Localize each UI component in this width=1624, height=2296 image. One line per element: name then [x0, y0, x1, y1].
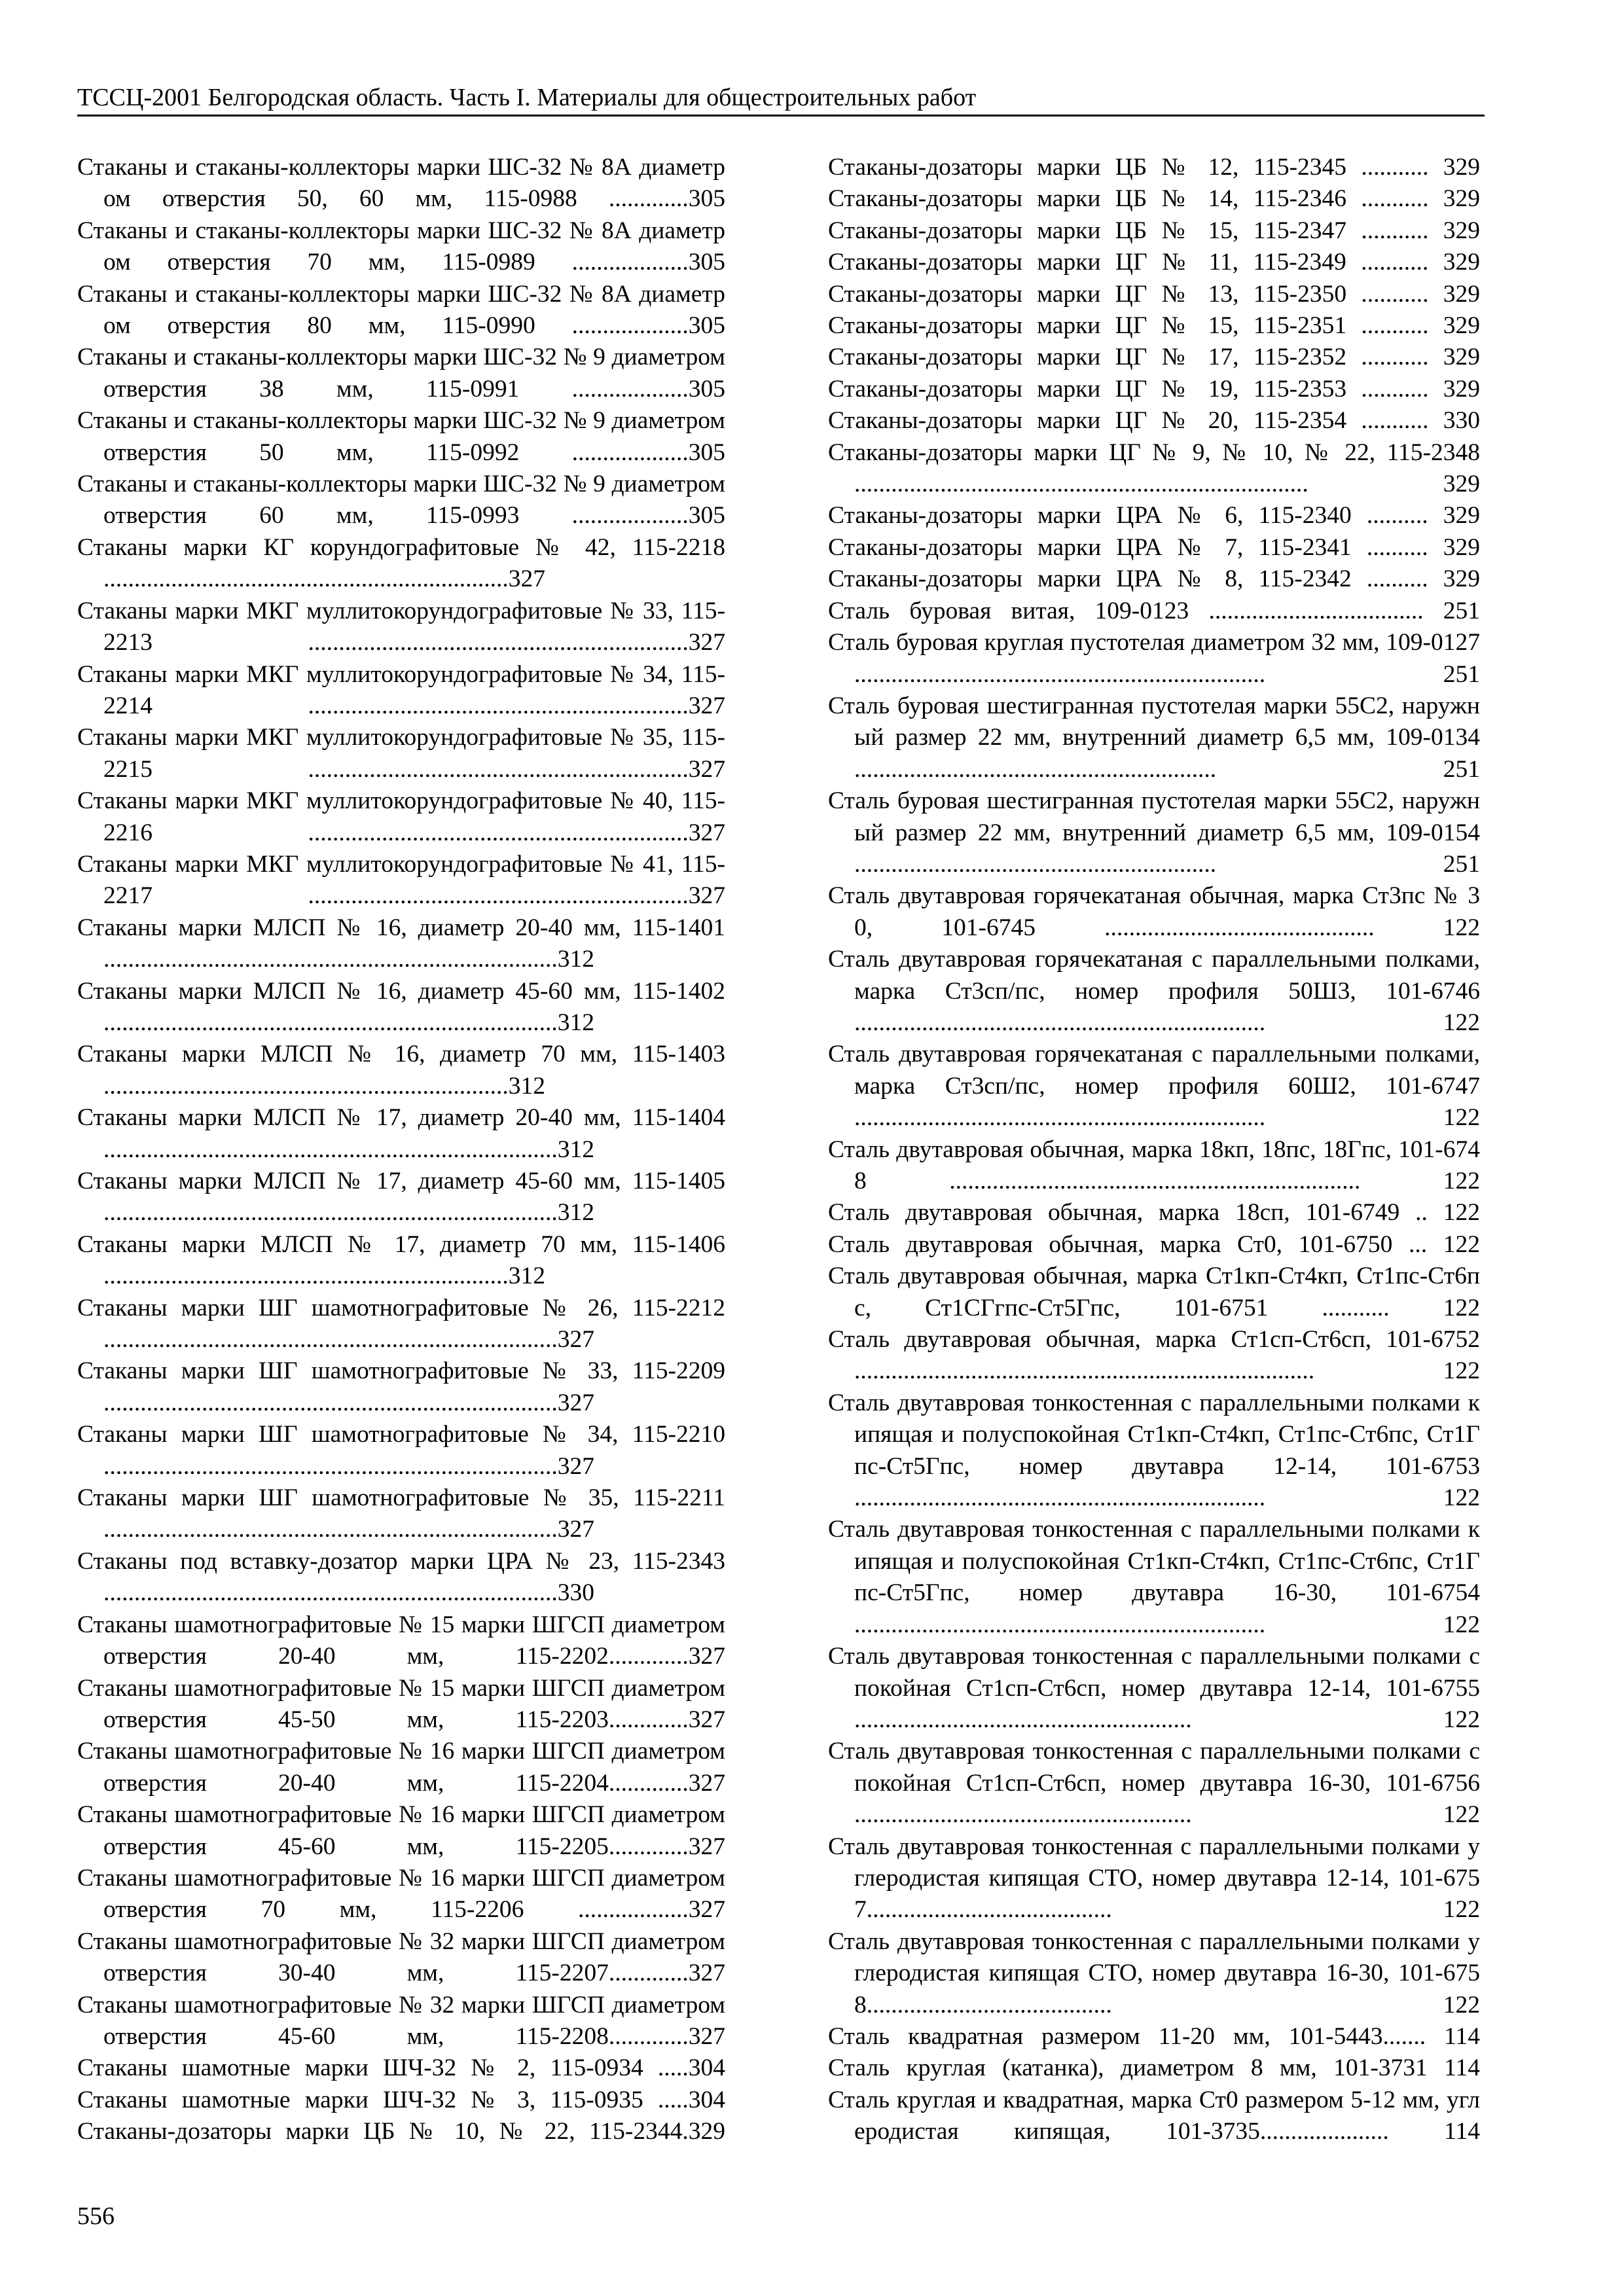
index-entry: Сталь двутавровая горячекатаная обычная, марка Ст3пс № 30, 101-6745 ............................................ 122: [828, 882, 1480, 941]
index-entry: Стаканы шамотнографитовые № 32 марки ШГСП диаметром отверстия 45-60 мм, 115-2208.............327: [77, 1991, 725, 2050]
index-entry: Сталь буровая шестигранная пустотелая марки 55С2, наружный размер 22 мм, внутренний диаметр 6,5 мм, 109-0154 ........................................................... 251: [828, 787, 1480, 878]
index-entry: Стаканы-дозаторы марки ЦБ № 15, 115-2347 ........... 329: [828, 217, 1480, 244]
index-entry: Стаканы марки ШГ шамотнографитовые № 34, 115-2210 ..........................................................................327: [77, 1421, 725, 1480]
index-entry: Стаканы-дозаторы марки ЦБ № 10, № 22, 115-2344.329: [77, 2118, 725, 2145]
index-entry: Сталь двутавровая тонкостенная с параллельными полками спокойная Ст1сп-Ст6сп, номер двутавра 12-14, 101-6755 ....................................................... 122: [828, 1643, 1480, 1733]
index-entry: Стаканы марки МЛСП № 17, диаметр 45-60 мм, 115-1405 ..........................................................................312: [77, 1168, 725, 1227]
index-entry: Стаканы шамотнографитовые № 15 марки ШГСП диаметром отверстия 45-50 мм, 115-2203.............327: [77, 1674, 725, 1733]
index-entry: Стаканы шамотные марки ШЧ-32 № 2, 115-0934 .....304: [77, 2054, 725, 2082]
index-entry: Стаканы шамотнографитовые № 32 марки ШГСП диаметром отверстия 30-40 мм, 115-2207.............327: [77, 1928, 725, 1987]
index-entry: Стаканы-дозаторы марки ЦБ № 12, 115-2345 ........... 329: [828, 154, 1480, 181]
index-entry: Стаканы-дозаторы марки ЦГ № 17, 115-2352 ........... 329: [828, 344, 1480, 371]
index-entry: Стаканы марки ШГ шамотнографитовые № 26, 115-2212 ..........................................................................327: [77, 1294, 725, 1354]
index-entry: Сталь квадратная размером 11-20 мм, 101-5443....... 114: [828, 2022, 1480, 2050]
index-entry: Стаканы шамотнографитовые № 16 марки ШГСП диаметром отверстия 70 мм, 115-2206 ..................327: [77, 1864, 725, 1924]
index-entry: Стаканы под вставку-дозатор марки ЦРА № 23, 115-2343 ..........................................................................330: [77, 1547, 725, 1607]
index-entry: Сталь двутавровая тонкостенная с параллельными полками углеродистая кипящая СТО, номер двутавра 12-14, 101-6757........................................ 122: [828, 1833, 1480, 1924]
index-entry: Стаканы шамотнографитовые № 16 марки ШГСП диаметром отверстия 45-60 мм, 115-2205.............327: [77, 1801, 725, 1860]
index-entry: Сталь буровая шестигранная пустотелая марки 55С2, наружный размер 22 мм, внутренний диаметр 6,5 мм, 109-0134 ........................................................... 251: [828, 692, 1480, 783]
index-entry: Стаканы и стаканы-коллекторы марки ШС-32 № 8А диаметром отверстия 80 мм, 115-0990 ...................305: [77, 280, 725, 340]
index-entry: Сталь двутавровая горячекатаная с параллельными полками, марка Ст3сп/пс, номер профиля 60Ш2, 101-6747 ................................................................... 122: [828, 1041, 1480, 1132]
index-entry: Стаканы-дозаторы марки ЦГ № 15, 115-2351 ........... 329: [828, 312, 1480, 340]
index-entry: Стаканы и стаканы-коллекторы марки ШС-32 № 9 диаметром отверстия 60 мм, 115-0993 ...................305: [77, 471, 725, 529]
page-number: 556: [77, 2202, 115, 2230]
index-entry: Стаканы-дозаторы марки ЦРА № 6, 115-2340 .......... 329: [828, 502, 1480, 529]
index-entry: Стаканы марки ШГ шамотнографитовые № 35, 115-2211 ..........................................................................327: [77, 1484, 725, 1543]
index-entry: Стаканы и стаканы-коллекторы марки ШС-32 № 9 диаметром отверстия 38 мм, 115-0991 ...................305: [77, 344, 725, 403]
index-entry: Сталь двутавровая обычная, марка Ст1сп-Ст6сп, 101-6752 ........................................................................... 122: [828, 1326, 1480, 1385]
index-entry: Стаканы шамотнографитовые № 16 марки ШГСП диаметром отверстия 20-40 мм, 115-2204.............327: [77, 1738, 725, 1797]
index-entry: Сталь двутавровая тонкостенная с параллельными полками кипящая и полуспокойная Ст1кп-Ст4кп, Ст1пс-Ст6пс, Ст1Гпс-Ст5Гпс, номер двутавра 16-30, 101-6754 ................................................................... 122: [828, 1516, 1480, 1638]
index-entry: Сталь буровая круглая пустотелая диаметром 32 мм, 109-0127 ................................................................... 251: [828, 629, 1480, 688]
index-entry: Сталь двутавровая тонкостенная с параллельными полками спокойная Ст1сп-Ст6сп, номер двутавра 16-30, 101-6756 ....................................................... 122: [828, 1738, 1480, 1829]
index-entry: Стаканы-дозаторы марки ЦРА № 8, 115-2342 .......... 329: [828, 565, 1480, 593]
index-entry: Стаканы-дозаторы марки ЦГ № 13, 115-2350 ........... 329: [828, 280, 1480, 308]
index-entry: Стаканы марки КГ корундографитовые № 42, 115-2218 ..................................................................327: [77, 533, 725, 593]
index-entry: Стаканы марки МКГ муллитокорундографитовые № 33, 115-2213 ..............................................................327: [77, 597, 725, 656]
index-entry: Сталь двутавровая обычная, марка Ст1кп-Ст4кп, Ст1пс-Ст6пс, Ст1СГгпс-Ст5Гпс, 101-6751 ........... 122: [828, 1263, 1480, 1321]
index-entry: Сталь буровая витая, 109-0123 ................................... 251: [828, 597, 1480, 624]
index-entry: Стаканы марки МЛСП № 16, диаметр 45-60 мм, 115-1402 ..........................................................................312: [77, 977, 725, 1036]
index-entry: Стаканы-дозаторы марки ЦГ № 19, 115-2353 ........... 329: [828, 375, 1480, 403]
index-entry: Стаканы-дозаторы марки ЦГ № 20, 115-2354 ........... 330: [828, 407, 1480, 435]
index-entry: Стаканы марки МЛСП № 17, диаметр 20-40 мм, 115-1404 ..........................................................................312: [77, 1104, 725, 1163]
index-entry: Сталь двутавровая горячекатаная с параллельными полками, марка Ст3сп/пс, номер профиля 50Ш3, 101-6746 ................................................................... 122: [828, 946, 1480, 1036]
index-entry: Сталь двутавровая обычная, марка 18кп, 18пс, 18Гпс, 101-6748 ................................................................... 122: [828, 1136, 1480, 1194]
index-entry: Стаканы-дозаторы марки ЦБ № 14, 115-2346 ........... 329: [828, 185, 1480, 213]
index-entry: Сталь двутавровая обычная, марка Ст0, 101-6750 ... 122: [828, 1230, 1480, 1258]
index-entry: Стаканы и стаканы-коллекторы марки ШС-32 № 9 диаметром отверстия 50 мм, 115-0992 ...................305: [77, 407, 725, 466]
index-column-left: [77, 152, 725, 2148]
index-entry: Стаканы и стаканы-коллекторы марки ШС-32 № 8А диаметром отверстия 50, 60 мм, 115-0988 .............305: [77, 154, 725, 213]
index-entry: Сталь двутавровая тонкостенная с параллельными полками кипящая и полуспокойная Ст1кп-Ст4кп, Ст1пс-Ст6пс, Ст1Гпс-Ст5Гпс, номер двутавра 12-14, 101-6753 ................................................................... 122: [828, 1389, 1480, 1512]
index-entry: Стаканы и стаканы-коллекторы марки ШС-32 № 8А диаметром отверстия 70 мм, 115-0989 ...................305: [77, 217, 725, 276]
index-entry: Стаканы марки МКГ муллитокорундографитовые № 34, 115-2214 ..............................................................327: [77, 660, 725, 719]
index-entry: Стаканы марки МЛСП № 16, диаметр 20-40 мм, 115-1401 ..........................................................................312: [77, 914, 725, 973]
index-entry: Сталь круглая и квадратная, марка Ст0 размером 5-12 мм, углеродистая кипящая, 101-3735..................... 114: [828, 2086, 1480, 2145]
index-entry: Стаканы-дозаторы марки ЦГ № 11, 115-2349 ........... 329: [828, 249, 1480, 276]
index-entry: Стаканы марки МКГ муллитокорундографитовые № 41, 115-2217 ..............................................................327: [77, 850, 725, 910]
index-entry: Стаканы-дозаторы марки ЦРА № 7, 115-2341 .......... 329: [828, 533, 1480, 561]
index-entry: Стаканы-дозаторы марки ЦГ № 9, № 10, № 22, 115-2348 .......................................................................... 329: [828, 439, 1480, 498]
index-entry: Сталь круглая (катанка), диаметром 8 мм, 101-3731 114: [828, 2054, 1480, 2082]
index-entry: Стаканы марки ШГ шамотнографитовые № 33, 115-2209 ..........................................................................327: [77, 1357, 725, 1416]
index-entry: Стаканы марки МКГ муллитокорундографитовые № 35, 115-2215 ..............................................................327: [77, 724, 725, 783]
index-entry: Стаканы марки МКГ муллитокорундографитовые № 40, 115-2216 ..............................................................327: [77, 787, 725, 846]
index-column-right: [828, 152, 1480, 2148]
index-entry: Сталь двутавровая обычная, марка 18сп, 101-6749 .. 122: [828, 1199, 1480, 1227]
index-entry: Стаканы марки МЛСП № 17, диаметр 70 мм, 115-1406 ..................................................................312: [77, 1230, 725, 1290]
index-entry: Стаканы марки МЛСП № 16, диаметр 70 мм, 115-1403 ..................................................................312: [77, 1041, 725, 1100]
running-header: ТССЦ-2001 Белгородская область. Часть I. Материалы для общестроительных работ: [77, 82, 1485, 117]
index-entry: Стаканы шамотные марки ШЧ-32 № 3, 115-0935 .....304: [77, 2086, 725, 2113]
index-entry: Сталь двутавровая тонкостенная с параллельными полками углеродистая кипящая СТО, номер двутавра 16-30, 101-6758........................................ 122: [828, 1928, 1480, 2018]
index-entry: Стаканы шамотнографитовые № 15 марки ШГСП диаметром отверстия 20-40 мм, 115-2202.............327: [77, 1611, 725, 1670]
